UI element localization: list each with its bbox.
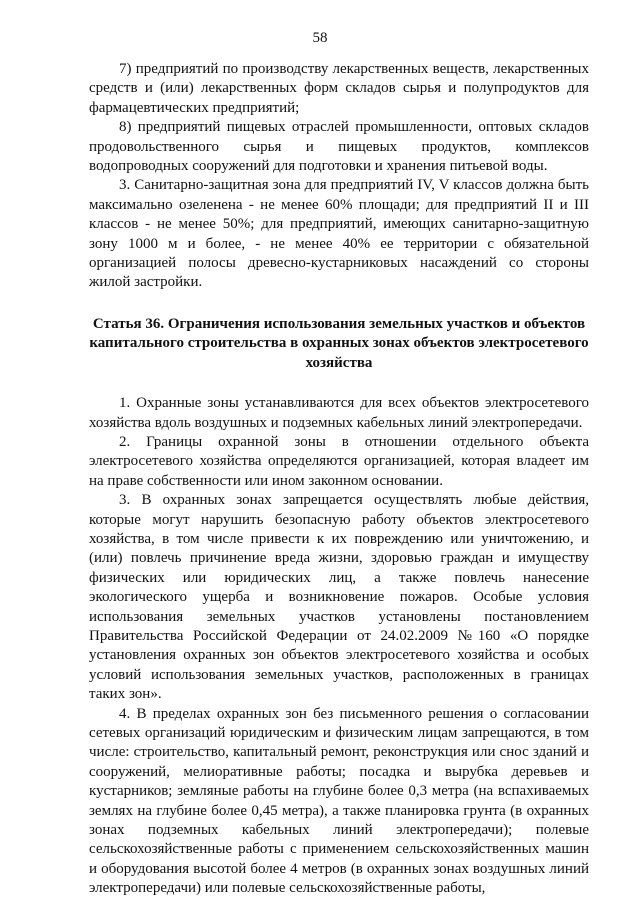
- page-number: 58: [312, 30, 328, 46]
- paragraph-item-7: 7) предприятий по производству лекарственных веществ, лекарственных средств и (или) лекарственных форм складов сырья и полупродуктов для фармацевтических предприятий;: [89, 61, 589, 116]
- document-body: [89, 60, 589, 899]
- paragraph-clause-2: 2. Границы охранной зоны в отношении отдельного объекта электросетевого хозяйства определяются организацией, которая владеет им на праве собственности или ином законном основании.: [89, 433, 589, 489]
- paragraph-item-8: 8) предприятий пищевых отраслей промышленности, оптовых складов продовольственного сырья и пищевых продуктов, комплексов водопроводных сооружений для подготовки и хранения питьевой воды.: [89, 119, 589, 175]
- article-heading: Статья 36. Ограничения использования земельных участков и объектов капитального строительства в охранных зонах объектов электросетевого хозяйства: [89, 315, 589, 371]
- paragraph-clause-3: 3. В охранных зонах запрещается осуществлять любые действия, которые могут нарушить безопасную работу объектов электросетевого хозяйства, в том числе привести к их повреждению или уничтожению, и (или) повлечь причинение вреда жизни, здоровью граждан и имуществу физических или юридических лиц, а также повлечь нанесение экологического ущерба и возникновение пожаров. Особые условия использования земельных участков установлены постановлением Правительства Российской Федерации от 24.02.2009 №160 «О порядке установления охранных зон объектов электросетевого хозяйства и особых условий использования земельных участков, расположенных в границах таких зон».: [89, 492, 589, 703]
- paragraph-clause-4: 4. В пределах охранных зон без письменного решения о согласовании сетевых организаций юридическим и физическим лицам запрещаются, в том числе: строительство, капитальный ремонт, реконструкция или снос зданий и сооружений, мелиоративные работы; посадка и вырубка деревьев и кустарников; земляные работы на глубине более 0,3 метра (на вспахиваемых землях на глубине более 0,45 метра), а также планировка грунта (в охранных зонах подземных кабельных линий электропередачи); полевые сельскохозяйственные работы с применением сельскохозяйственных машин и оборудования высотой более 4 метров (в охранных зонах воздушных линий электропередачи) или полевые сельскохозяйственные работы,: [89, 705, 589, 897]
- paragraph-clause-1: 1. Охранные зоны устанавливаются для всех объектов электросетевого хозяйства вдоль воздушных и подземных кабельных линий электропередачи.: [89, 395, 589, 431]
- paragraph-sanitary-zone: 3. Санитарно-защитная зона для предприятий IV, V классов должна быть максимально озеленена - не менее 60% площади; для предприятий II и III классов - не менее 50%; для предприятий, имеющих санитарно-защитную зону 1000 м и более, - не менее 40% ее территории с обязательной организацией полосы древесно-кустарниковых насаждений со стороны жилой застройки.: [89, 177, 589, 291]
